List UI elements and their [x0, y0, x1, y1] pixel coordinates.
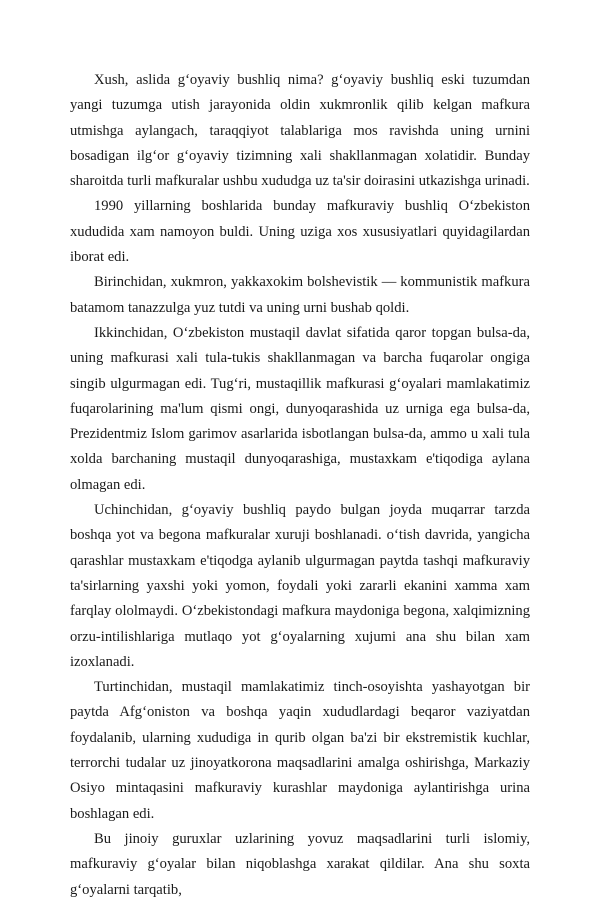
- paragraph-definition: Xush, aslida g‘oyaviy bushliq nima? g‘oyaviy bushliq eski tuzumdan yangi tuzumga utish jarayonida oldin xukmronlik qilib kelgan mafkura utmishga aylangach, taraqqiyot talablariga mos ravishda uning urnini bosadigan ilg‘or g‘oyaviy tizimning xali shakllanmagan xolatidir. Bunday sharoitda turli mafkuralar ushbu xududga uz ta'sir doirasini utkazishga urinadi.: [70, 72, 530, 190]
- paragraph-third: Uchinchidan, g‘oyaviy bushliq paydo bulgan joyda muqarrar tarzda boshqa yot va begona mafkuralar xuruji boshlanadi. o‘tish davrida, yangicha qarashlar mustaxkam e'tiqodga aylanib ulgurmagan paytda tashqi mafkuraviy ta'sirlarning yaxshi yoki yomon, foydali yoki zararli ekanini xamma xam farqlay ololmaydi. O‘zbekistondagi mafkura maydoniga begona, xalqimizning orzu-intilishlariga mutlaqo yot g‘oyalarning xujumi ana shu bilan xam izoxlanadi.: [70, 502, 530, 670]
- paragraph-second: Ikkinchidan, O‘zbekiston mustaqil davlat sifatida qaror topgan bulsa-da, uning mafkurasi xali tula-tukis shakllanmagan va barcha fuqarolar ongiga singib ulgurmagan edi. Tug‘ri, mustaqillik mafkurasi g‘oyalari mamlakatimiz fuqarolarining ma'lum qismi ongi, dunyoqarashida uz urniga ega bulsa-da, Prezidentmiz Islom garimov asarlarida isbotlangan bulsa-da, ammo u xali tula xolda barchaning mustaqil dunyoqarashiga, mustaxkam e'tiqodiga aylana olmagan edi.: [70, 324, 530, 493]
- paragraph-1990s: 1990 yillarning boshlarida bunday mafkuraviy bushliq O‘zbekiston xududida xam namoyon buldi. Uning uziga xos xususiyatlari quyidagilardan iborat edi.: [70, 198, 530, 266]
- paragraph-criminal-groups: Bu jinoiy guruxlar uzlarining yovuz maqsadlarini turli islomiy, mafkuraviy g‘oyalar bilan niqoblashga xarakat qildilar. Ana shu soxta g‘oyalarni tarqatib,: [70, 830, 530, 898]
- paragraph-first: Birinchidan, xukmron, yakkaxokim bolshevistik — kommunistik mafkura batamom tanazzulga yuz tutdi va uning urni bushab qoldi.: [70, 274, 530, 316]
- paragraph-fourth: Turtinchidan, mustaqil mamlakatimiz tinch-osoyishta yashayotgan bir paytda Afg‘oniston va boshqa yaqin xududlardagi beqaror vaziyatdan foydalanib, ularning xududiga in qurib olgan ba'zi bir ekstremistik kuchlar, terrorchi tudalar uz jinoyatkorona maqsadlarini amalga oshirishga, Markaziy Osiyo mintaqasini mafkuraviy kurashlar maydoniga aylantirishga urina boshlagan edi.: [70, 679, 530, 822]
- document-page: [70, 68, 530, 903]
